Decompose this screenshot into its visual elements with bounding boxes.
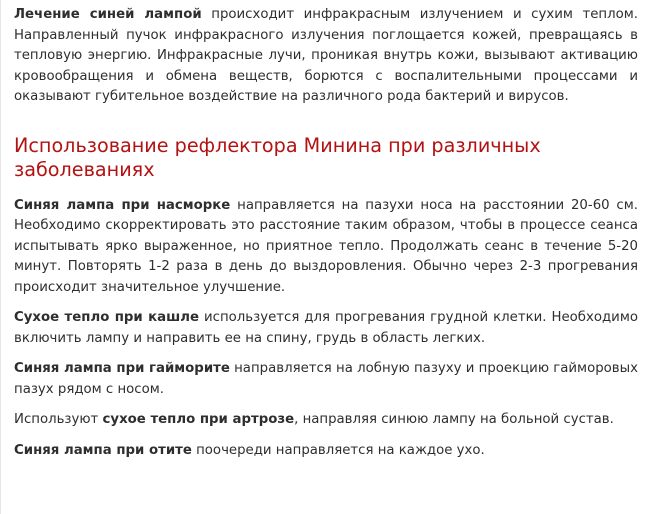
paragraph-bold-term: Синяя лампа при отите — [14, 442, 192, 458]
paragraph-cough — [14, 308, 638, 349]
section-heading: Использование рефлектора Минина при различных заболеваниях — [14, 133, 541, 181]
paragraph-runny-nose — [14, 196, 638, 299]
intro-bold-term: Лечение синей лампой — [14, 7, 202, 22]
paragraph-lead-text: Используют — [14, 412, 103, 427]
paragraph-text: поочереди направляется на каждое ухо. — [191, 442, 485, 458]
paragraph-text: направляется на пазухи носа на расстоянии 20-60 см. Необходимо скорректировать это расстояние таким образом, чтобы в процессе сеанса испытывать ярко выраженное, но приятное тепло. Продолжать сеанс в течение 5-20 минут. Повторять 1-2 раза в день до выздоровления. Обычно через 2-3 прогревания происходит значительное улучшение. — [14, 197, 638, 295]
paragraph-bold-term: Синяя лампа при насморке — [14, 197, 231, 213]
paragraph-bold-term: Синяя лампа при гайморите — [14, 361, 230, 376]
paragraph-bold-term: сухое тепло при артрозе — [102, 412, 295, 427]
paragraph-sinusitis — [14, 359, 638, 400]
left-border — [0, 0, 1, 514]
paragraph-text: используется для прогревания грудной клетки. Необходимо включить лампу и направить ее на спину, грудь в область легких. — [14, 310, 638, 346]
intro-paragraph — [14, 5, 638, 108]
paragraph-bold-term: Сухое тепло при кашле — [14, 310, 200, 325]
paragraph-arthrosis — [14, 410, 638, 431]
article-body — [14, 5, 638, 471]
paragraph-otitis — [14, 441, 638, 462]
paragraph-text: , направляя синюю лампу на больной сустав. — [294, 412, 614, 427]
paragraph-text: направляется на лобную пазуху и проекцию гайморовых пазух рядом с носом. — [14, 361, 638, 397]
intro-text: происходит инфракрасным излучением и сухим теплом. Направленный пучок инфракрасного излучения поглощается кожей, превращаясь в тепловую энергию. Инфракрасные лучи, проникая внутрь кожи, вызывают активацию кровообращения и обмена веществ, борются с воспалительными процессами и оказывают губительное воздействие на различного рода бактерий и вирусов. — [14, 7, 639, 104]
